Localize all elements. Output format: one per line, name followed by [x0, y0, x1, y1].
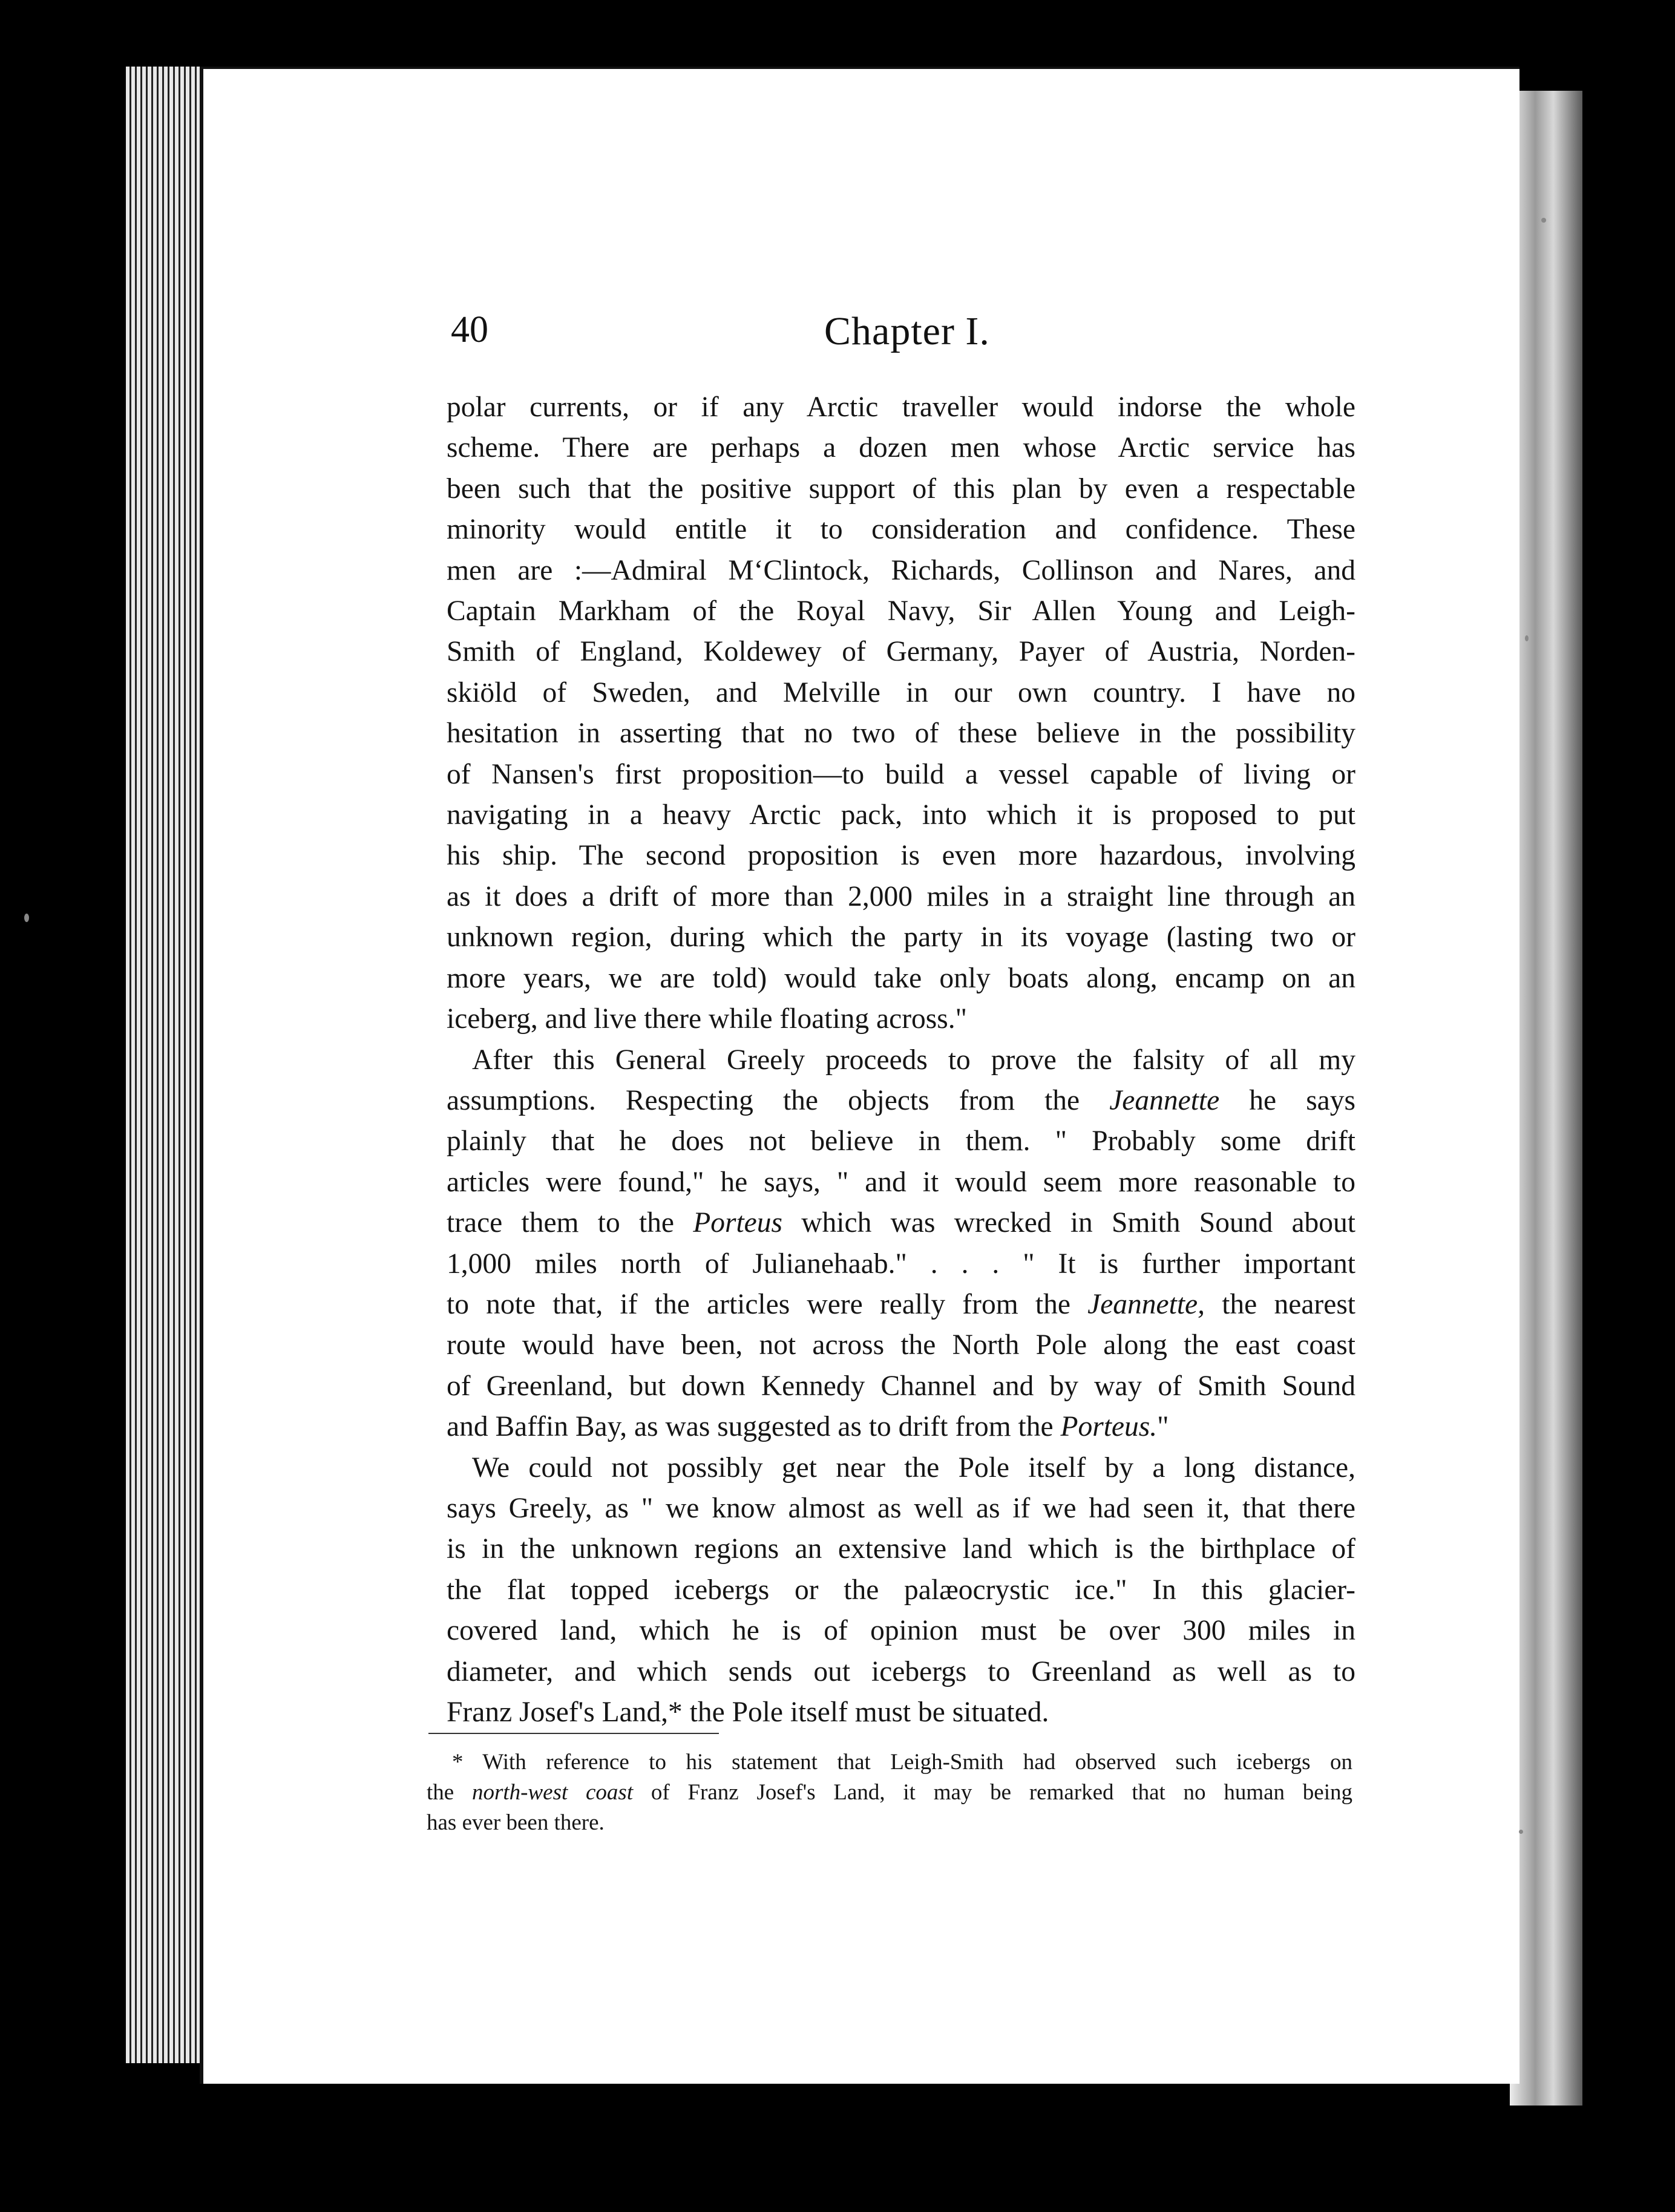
italic-title: Porteus.: [1060, 1411, 1158, 1443]
text-line: [447, 1407, 1355, 1447]
text-line: [447, 1081, 1355, 1121]
body-text: [447, 387, 1355, 1733]
scan-speck: [1541, 218, 1546, 223]
text-run: as it does a drift of more than 2,000 miles in a straight line through an: [447, 880, 1355, 912]
text-line: [447, 1611, 1355, 1651]
italic-title: Jeannette,: [1087, 1288, 1205, 1320]
text-run: of Franz Josef's Land, it may be remarked that no human being: [633, 1780, 1352, 1805]
text-run: the: [427, 1780, 472, 1805]
text-line: [447, 1162, 1355, 1203]
text-line: [447, 917, 1355, 958]
footnote-line: [427, 1808, 1352, 1838]
text-run: assumptions. Respecting the objects from the: [447, 1084, 1110, 1116]
text-run: to note that, if the articles were really from the: [447, 1288, 1088, 1320]
text-line: [447, 428, 1355, 468]
text-line: [447, 551, 1355, 591]
text-run: more years, we are told) would take only boats along, encamp on an: [447, 962, 1355, 994]
scan-speck: [1525, 635, 1529, 641]
page-gutter-shadow: [1510, 91, 1582, 2106]
text-run: Captain Markham of the Royal Navy, Sir Allen Young and Leigh-: [447, 595, 1355, 627]
text-line: [447, 1203, 1355, 1243]
text-run: his ship. The second proposition is even more hazardous, involving: [447, 840, 1355, 872]
footnote-line: [427, 1778, 1352, 1808]
text-line: [447, 713, 1355, 754]
text-line: [447, 1570, 1355, 1611]
text-run: of Greenland, but down Kennedy Channel and by way of Smith Sound: [447, 1370, 1355, 1402]
text-run: hesitation in asserting that no two of these believe in the possibility: [447, 718, 1355, 750]
page-number: 40: [451, 309, 488, 350]
text-run: unknown region, during which the party in its voyage (lasting two or: [447, 921, 1355, 954]
text-run: plainly that he does not believe in them. " Probably some drift: [447, 1125, 1355, 1157]
text-run: polar currents, or if any Arctic traveller would indorse the whole: [447, 391, 1355, 423]
text-run: been such that the positive support of this plan by even a respectable: [447, 473, 1355, 505]
text-run: route would have been, not across the North Pole along the east coast: [447, 1329, 1355, 1361]
text-line: [447, 836, 1355, 876]
text-run: which was wrecked in Smith Sound about: [782, 1207, 1355, 1239]
italic-title: Jeannette: [1109, 1084, 1220, 1116]
text-line: [447, 469, 1355, 509]
text-run: We could not possibly get near the Pole itself by a long distance,: [472, 1451, 1355, 1484]
text-run: articles were found," he says, " and it would seem more reasonable to: [447, 1166, 1355, 1198]
text-run: skiöld of Sweden, and Melville in our own country. I have no: [447, 676, 1355, 708]
text-line: [447, 1488, 1355, 1529]
text-run: * With reference to his statement that Leigh-Smith had observed such icebergs on: [452, 1750, 1352, 1775]
text-run: navigating in a heavy Arctic pack, into which it is proposed to put: [447, 799, 1355, 831]
text-line: [447, 1244, 1355, 1284]
text-run: After this General Greely proceeds to prove the falsity of all my: [472, 1044, 1355, 1076]
text-line: [447, 1529, 1355, 1569]
text-run: covered land, which he is of opinion must be over 300 miles in: [447, 1615, 1355, 1647]
text-line: [447, 509, 1355, 550]
text-line: [447, 1448, 1355, 1488]
text-run: says Greely, as " we know almost as well as if we had seen it, that there: [447, 1492, 1355, 1524]
text-run: ": [1157, 1411, 1169, 1443]
text-line: [447, 958, 1355, 999]
scan-speck: [24, 914, 29, 922]
italic-title: Porteus: [693, 1207, 782, 1239]
text-run: he says: [1219, 1084, 1355, 1116]
book-page-edges: [126, 67, 211, 2063]
text-line: [447, 1121, 1355, 1162]
text-run: and Baffin Bay, as was suggested as to drift from the: [447, 1411, 1061, 1443]
text-line: [447, 632, 1355, 672]
text-line: [447, 1366, 1355, 1407]
footnote-divider: [428, 1733, 719, 1734]
text-run: minority would entitle it to consideration and confidence. These: [447, 514, 1355, 546]
text-run: scheme. There are perhaps a dozen men whose Arctic service has: [447, 432, 1355, 464]
text-run: the nearest: [1205, 1288, 1355, 1320]
text-run: has ever been there.: [427, 1810, 605, 1835]
text-line: [447, 1040, 1355, 1081]
text-line: [447, 1284, 1355, 1325]
text-line: [447, 877, 1355, 917]
text-line: [447, 591, 1355, 632]
text-run: Franz Josef's Land,* the Pole itself must be situated.: [447, 1697, 1049, 1728]
italic-title: north-west coast: [471, 1780, 634, 1805]
text-line: [447, 1692, 1355, 1733]
scan-speck: [1519, 1830, 1523, 1834]
text-run: Smith of England, Koldewey of Germany, Payer of Austria, Norden-: [447, 636, 1355, 668]
footnote-line: [427, 1747, 1352, 1778]
text-run: is in the unknown regions an extensive land which is the birthplace of: [447, 1533, 1355, 1565]
text-run: 1,000 miles north of Julianehaab." . . . " It is further important: [447, 1248, 1355, 1280]
text-line: [447, 999, 1355, 1039]
text-line: [447, 387, 1355, 428]
footnote: [427, 1747, 1352, 1838]
text-line: [447, 1652, 1355, 1692]
text-line: [447, 1325, 1355, 1366]
text-line: [447, 754, 1355, 795]
text-run: trace them to the: [447, 1207, 693, 1239]
text-run: men are :—Admiral M‘Clintock, Richards, Collinson and Nares, and: [447, 554, 1355, 586]
text-run: the flat topped icebergs or the palæocrystic ice." In this glacier-: [447, 1574, 1355, 1606]
text-run: iceberg, and live there while floating across.": [447, 1003, 968, 1035]
text-line: [447, 673, 1355, 713]
text-line: [447, 795, 1355, 836]
chapter-heading: Chapter I.: [824, 309, 990, 353]
text-run: diameter, and which sends out icebergs to Greenland as well as to: [447, 1655, 1355, 1687]
text-run: of Nansen's first proposition—to build a vessel capable of living or: [447, 758, 1355, 790]
